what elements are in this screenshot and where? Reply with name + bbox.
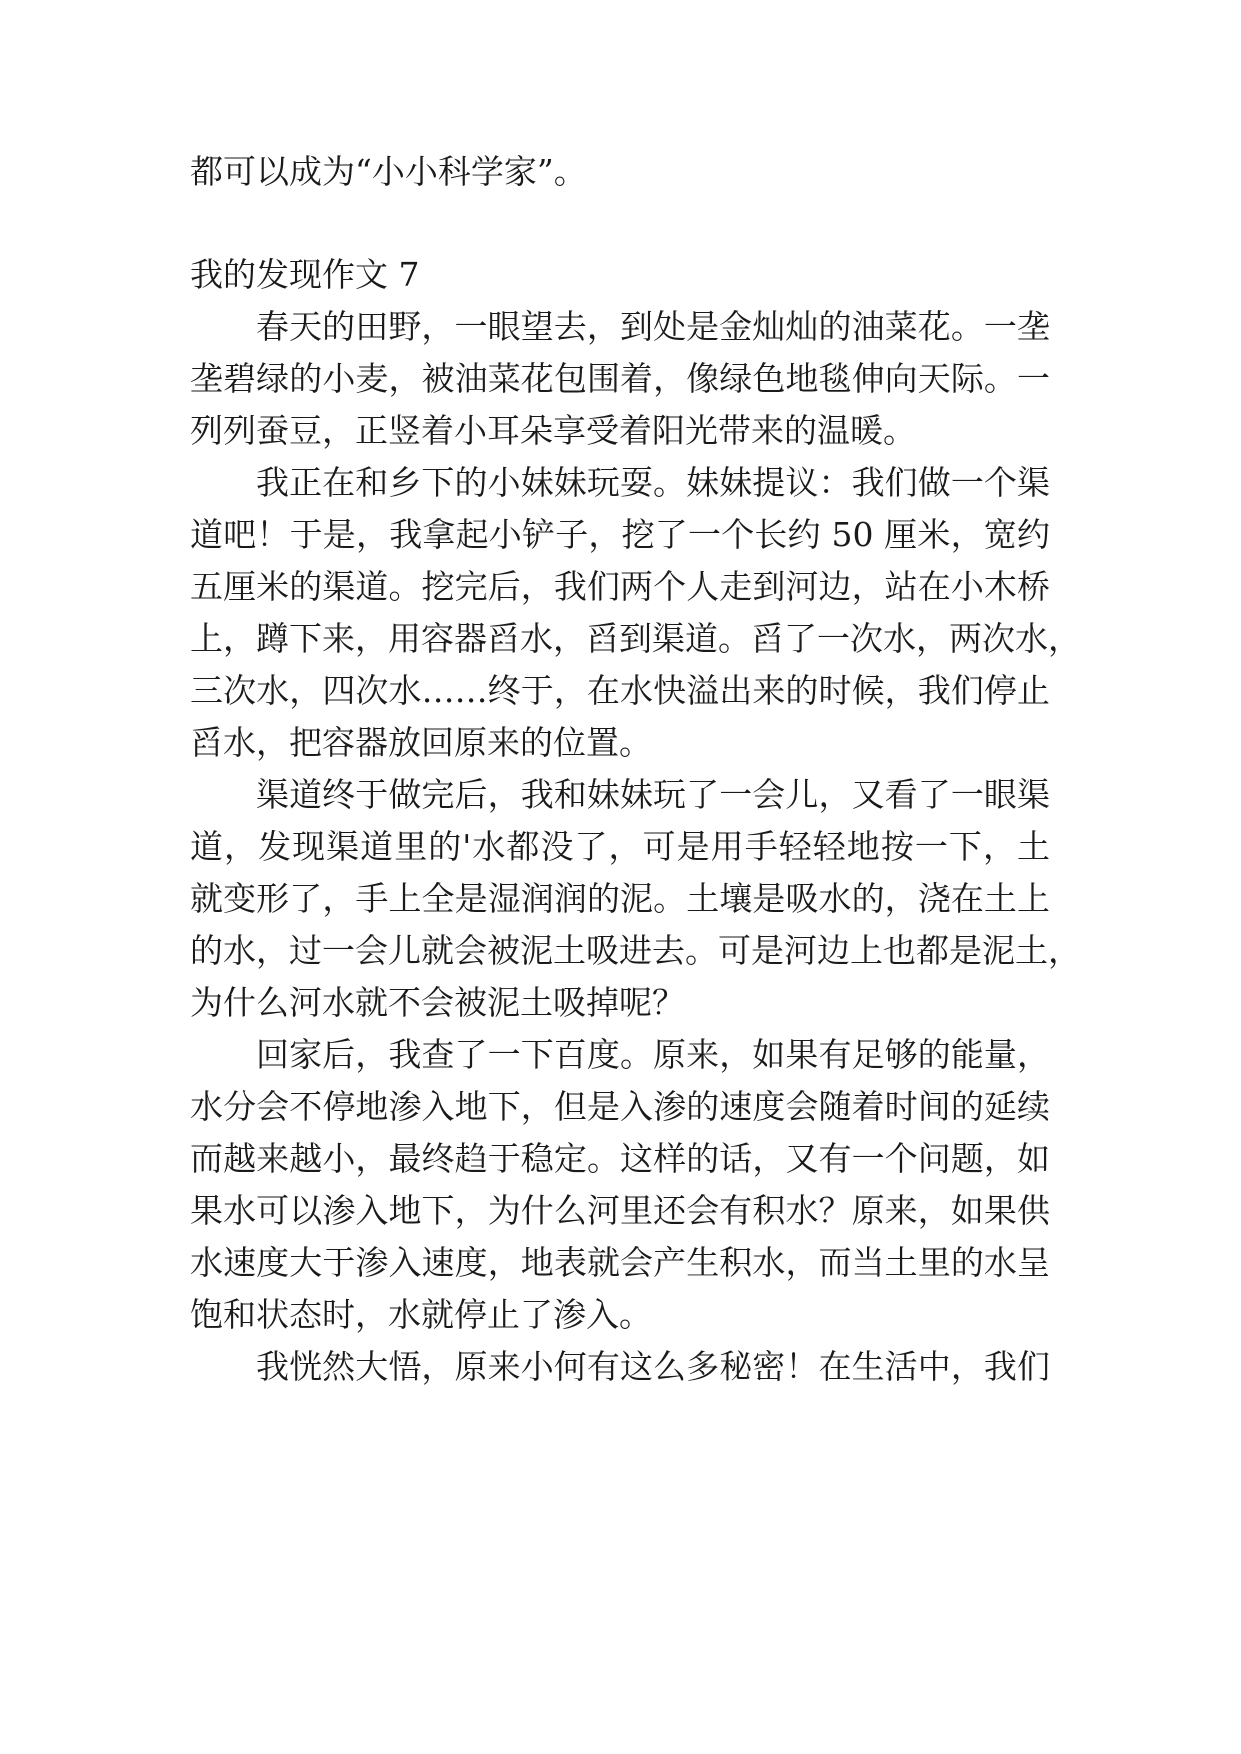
paragraph-3-line-2: 道，发现渠道里的'水都没了，可是用手轻轻地按一下，土 — [190, 827, 1050, 866]
paragraph-2-line-3: 五厘米的渠道。挖完后，我们两个人走到河边，站在小木桥 — [190, 567, 1050, 606]
paragraph-2-line-6: 舀水，把容器放回原来的位置。 — [190, 723, 652, 762]
continuation-line: 都可以成为“小小科学家”。 — [190, 152, 587, 191]
paragraph-1-line-3: 列列蚕豆，正竖着小耳朵享受着阳光带来的温暖。 — [190, 411, 916, 450]
paragraph-2-line-4: 上，蹲下来，用容器舀水，舀到渠道。舀了一次水，两次水， — [190, 619, 1081, 658]
paragraph-3-line-1: 渠道终于做完后，我和妹妹玩了一会儿，又看了一眼渠 — [256, 775, 1050, 814]
paragraph-4-line-3: 而越来越小，最终趋于稳定。这样的话，又有一个问题，如 — [190, 1139, 1050, 1178]
paragraph-4-line-5: 水速度大于渗入速度，地表就会产生积水，而当土里的水呈 — [190, 1243, 1050, 1282]
paragraph-3-line-5: 为什么河水就不会被泥土吸掉呢？ — [190, 983, 685, 1022]
paragraph-3-line-4: 的水，过一会儿就会被泥土吸进去。可是河边上也都是泥土， — [190, 931, 1081, 970]
paragraph-1-line-2: 垄碧绿的小麦，被油菜花包围着，像绿色地毯伸向天际。一 — [190, 359, 1050, 398]
paragraph-2-line-5: 三次水，四次水……终于，在水快溢出来的时候，我们停止 — [190, 671, 1050, 710]
essay-heading: 我的发现作文 7 — [190, 255, 420, 294]
paragraph-4-line-2: 水分会不停地渗入地下，但是入渗的速度会随着时间的延续 — [190, 1087, 1050, 1126]
paragraph-1-line-1: 春天的田野，一眼望去，到处是金灿灿的油菜花。一垄 — [256, 307, 1050, 346]
paragraph-2-line-2: 道吧！于是，我拿起小铲子，挖了一个长约 50 厘米，宽约 — [190, 515, 1050, 554]
paragraph-5-line-1: 我恍然大悟，原来小何有这么多秘密！在生活中，我们 — [256, 1347, 1050, 1386]
paragraph-4-line-1: 回家后，我查了一下百度。原来，如果有足够的能量， — [256, 1035, 1050, 1074]
paragraph-4-line-4: 果水可以渗入地下，为什么河里还会有积水？原来，如果供 — [190, 1191, 1050, 1230]
paragraph-4-line-6: 饱和状态时，水就停止了渗入。 — [190, 1295, 652, 1334]
paragraph-2-line-1: 我正在和乡下的小妹妹玩耍。妹妹提议：我们做一个渠 — [256, 463, 1050, 502]
paragraph-3-line-3: 就变形了，手上全是湿润润的泥。土壤是吸水的，浇在土上 — [190, 879, 1050, 918]
